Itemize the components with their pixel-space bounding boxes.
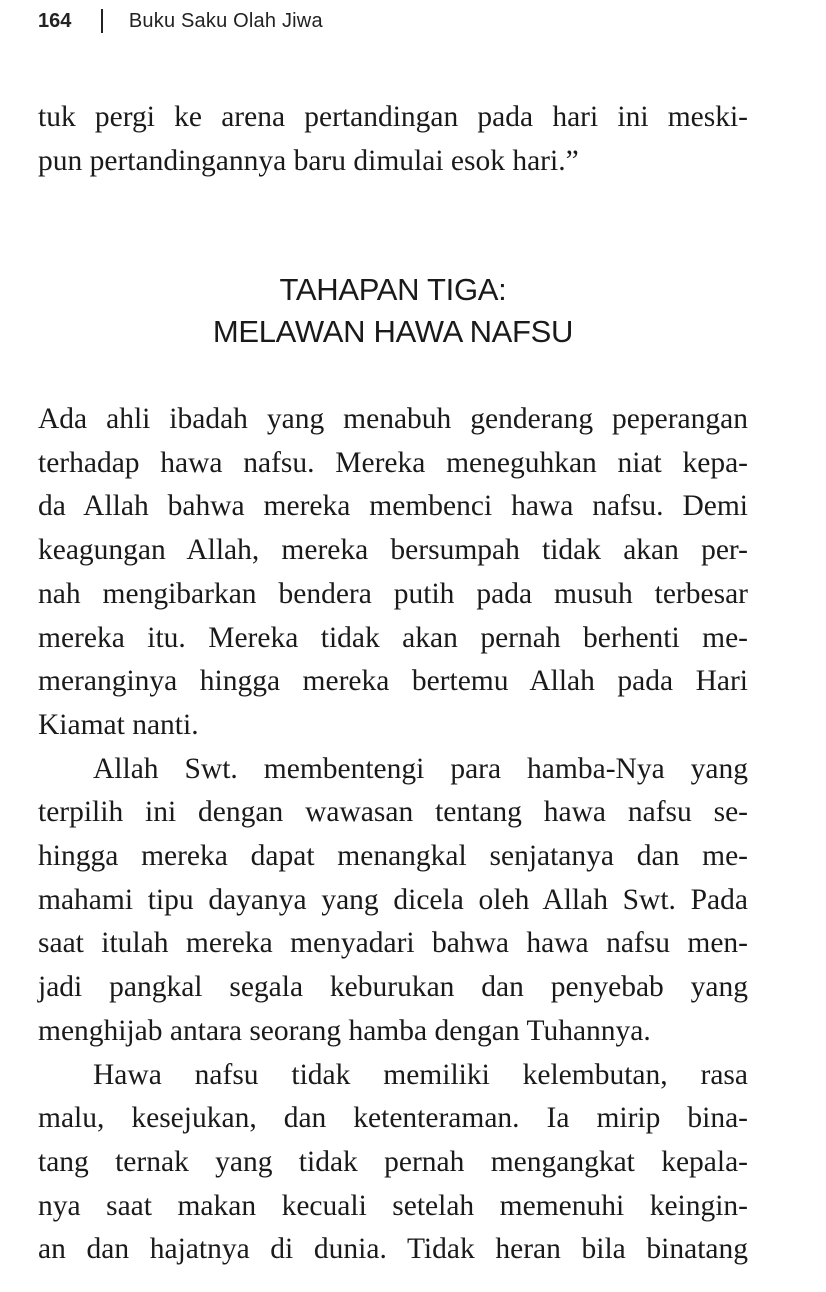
header-divider — [101, 9, 103, 33]
body-text — [38, 398, 748, 1272]
text-line: Hawa nafsu tidak memiliki kelembutan, rasa — [93, 1058, 748, 1091]
text-line: terpilih ini dengan wawasan tentang hawa nafsu se- — [38, 796, 748, 829]
continuation-paragraph — [38, 96, 748, 183]
text-line: pun pertandingannya baru dimulai esok hari.” — [38, 144, 579, 177]
text-line: nya saat makan kecuali setelah memenuhi keingin- — [38, 1189, 748, 1222]
section-heading-line-2: MELAWAN HAWA NAFSU — [212, 314, 574, 349]
text-line: saat itulah mereka menyadari bahwa hawa nafsu men- — [38, 927, 748, 960]
text-line: Allah Swt. membentengi para hamba-Nya yang — [93, 752, 748, 785]
paragraph-1 — [38, 398, 748, 748]
section-heading-line-1: TAHAPAN TIGA: — [279, 272, 507, 307]
text-line: tuk pergi ke arena pertandingan pada hari ini meski- — [38, 101, 748, 133]
paragraph-3 — [38, 1054, 748, 1273]
page-header — [38, 6, 323, 36]
text-line: terhadap hawa nafsu. Mereka meneguhkan niat kepa- — [38, 446, 748, 479]
text-line: mereka itu. Mereka tidak akan pernah berhenti me- — [38, 621, 748, 654]
running-title: Buku Saku Olah Jiwa — [128, 9, 323, 32]
text-line: jadi pangkal segala keburukan dan penyebab yang — [38, 971, 748, 1004]
page-number: 164 — [38, 9, 72, 32]
text-line: Ada ahli ibadah yang menabuh genderang peperangan — [38, 403, 748, 435]
text-line: mahami tipu dayanya yang dicela oleh Allah Swt. Pada — [38, 883, 748, 916]
text-line: hingga mereka dapat menangkal senjatanya dan me- — [38, 840, 748, 873]
text-line: Kiamat nanti. — [38, 708, 199, 741]
text-line: nah mengibarkan bendera putih pada musuh terbesar — [38, 577, 748, 610]
section-heading — [0, 269, 786, 353]
text-line: keagungan Allah, mereka bersumpah tidak akan per- — [38, 534, 748, 567]
text-line: an dan hajatnya di dunia. Tidak heran bila binatang — [38, 1233, 748, 1266]
text-line: tang ternak yang tidak pernah mengangkat kepala- — [38, 1145, 748, 1178]
text-line: malu, kesejukan, dan ketenteraman. Ia mirip bina- — [38, 1102, 748, 1135]
text-line: meranginya hingga mereka bertemu Allah pada Hari — [38, 665, 748, 698]
text-line: menghijab antara seorang hamba dengan Tuhannya. — [38, 1014, 651, 1047]
paragraph-2 — [38, 748, 748, 1054]
text-line: da Allah bahwa mereka membenci hawa nafsu. Demi — [38, 490, 748, 523]
